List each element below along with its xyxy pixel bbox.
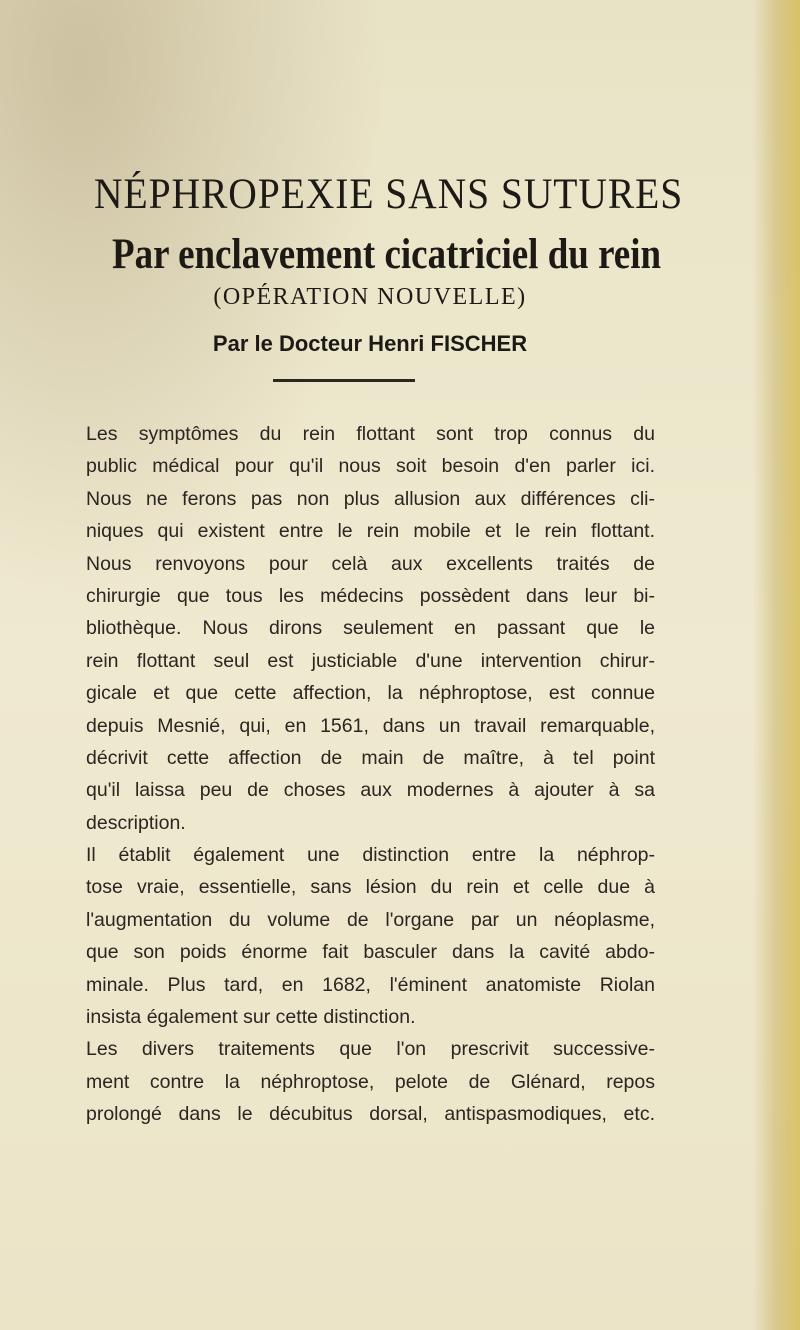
body-line: décrivit cette affection de main de maître, à tel point [86, 746, 655, 769]
body-line: prolongé dans le décubitus dorsal, antispasmodiques, etc. [86, 1103, 655, 1126]
body-line: Nous renvoyons pour celà aux excellents traités de [86, 552, 655, 575]
author-line: Par le Docteur Henri FISCHER [212, 331, 528, 356]
body-line: public médical pour qu'il nous soit besoin d'en parler ici. [86, 455, 655, 478]
body-line: bliothèque. Nous dirons seulement en passant que le [86, 617, 655, 640]
body-line: Les divers traitements que l'on prescrivit successive- [86, 1038, 655, 1061]
body-line: Nous ne ferons pas non plus allusion aux différences cli- [86, 487, 655, 510]
body-line: Les symptômes du rein flottant sont trop connus du [86, 423, 655, 445]
body-line: tose vraie, essentielle, sans lésion du rein et celle due à [86, 876, 655, 899]
body-line: description. [86, 811, 186, 834]
body-line: insista également sur cette distinction. [86, 1006, 416, 1029]
document-subtitle: Par enclavement cicatriciel du rein [112, 231, 662, 278]
body-line: qu'il laissa peu de choses aux modernes à ajouter à sa [86, 779, 655, 802]
document-title: NÉPHROPEXIE SANS SUTURES [94, 171, 684, 218]
body-line: minale. Plus tard, en 1682, l'éminent anatomiste Riolan [86, 973, 655, 996]
separator-rule [273, 379, 415, 382]
body-line: l'augmentation du volume de l'organe par un néoplasme, [86, 908, 655, 931]
body-line: depuis Mesnié, qui, en 1561, dans un travail remarquable, [86, 714, 655, 737]
body-line: niques qui existent entre le rein mobile et le rein flottant. [86, 520, 655, 543]
body-line: gicale et que cette affection, la néphroptose, est connue [86, 682, 655, 705]
body-line: rein flottant seul est justiciable d'une intervention chirur- [86, 649, 655, 672]
body-text [86, 418, 655, 1131]
body-line: chirurgie que tous les médecins possèdent dans leur bi- [86, 584, 655, 607]
operation-label: (OPÉRATION NOUVELLE) [213, 284, 527, 310]
body-line: que son poids énorme fait basculer dans la cavité abdo- [86, 941, 655, 964]
body-line: ment contre la néphroptose, pelote de Glénard, repos [86, 1070, 655, 1093]
body-line: Il établit également une distinction entre la néphrop- [86, 844, 655, 867]
